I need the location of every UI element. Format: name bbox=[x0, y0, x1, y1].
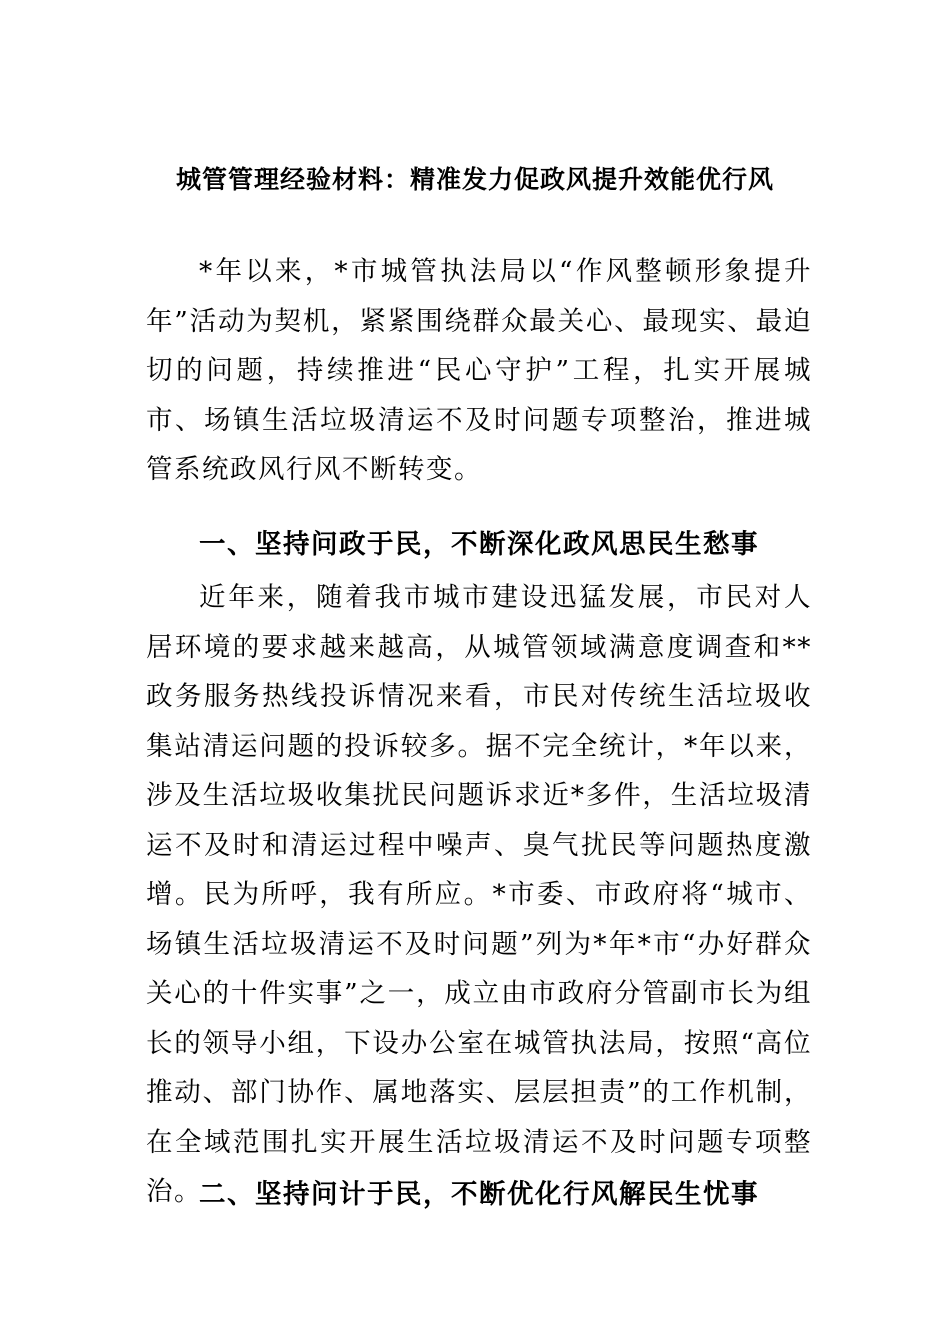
section-heading-1: 一、坚持问政于民，不断深化政风思民生愁事 bbox=[199, 529, 759, 560]
section-1-body bbox=[146, 573, 812, 1217]
document-title: 城管管理经验材料：精准发力促政风提升效能优行风 bbox=[175, 165, 774, 194]
section-paragraph-1: 近年来，随着我市城市建设迅猛发展，市民对人居环境的要求越来越高，从城管领域满意度调查和**政务服务热线投诉情况来看，市民对传统生活垃圾收集站清运问题的投诉较多。据不完全统计，*年以来，涉及生活垃圾收集扰民问题诉求近*多件，生活垃圾清运不及时和清运过程中噪声、臭气扰民等问题热度激增。民为所呼，我有所应。*市委、市政府将“城市、场镇生活垃圾清运不及时问题”列为*年*市“办好群众关心的十件实事”之一，成立由市政府分管副市长为组长的领导小组，下设办公室在城管执法局，按照“高位推动、部门协作、属地落实、层层担责”的工作机制，在全域范围扎实开展生活垃圾清运不及时问题专项整治。 bbox=[146, 582, 812, 1207]
intro-paragraph: *年以来，*市城管执法局以“作风整顿形象提升年”活动为契机，紧紧围绕群众最关心、最现实、最迫切的问题，持续推进“民心守护”工程，扎实开展城市、场镇生活垃圾清运不及时问题专项整治，推进城管系统政风行风不断转变。 bbox=[146, 256, 812, 485]
intro-section bbox=[146, 247, 812, 495]
section-heading-2: 二、坚持问计于民，不断优化行风解民生忧事 bbox=[199, 1179, 759, 1210]
